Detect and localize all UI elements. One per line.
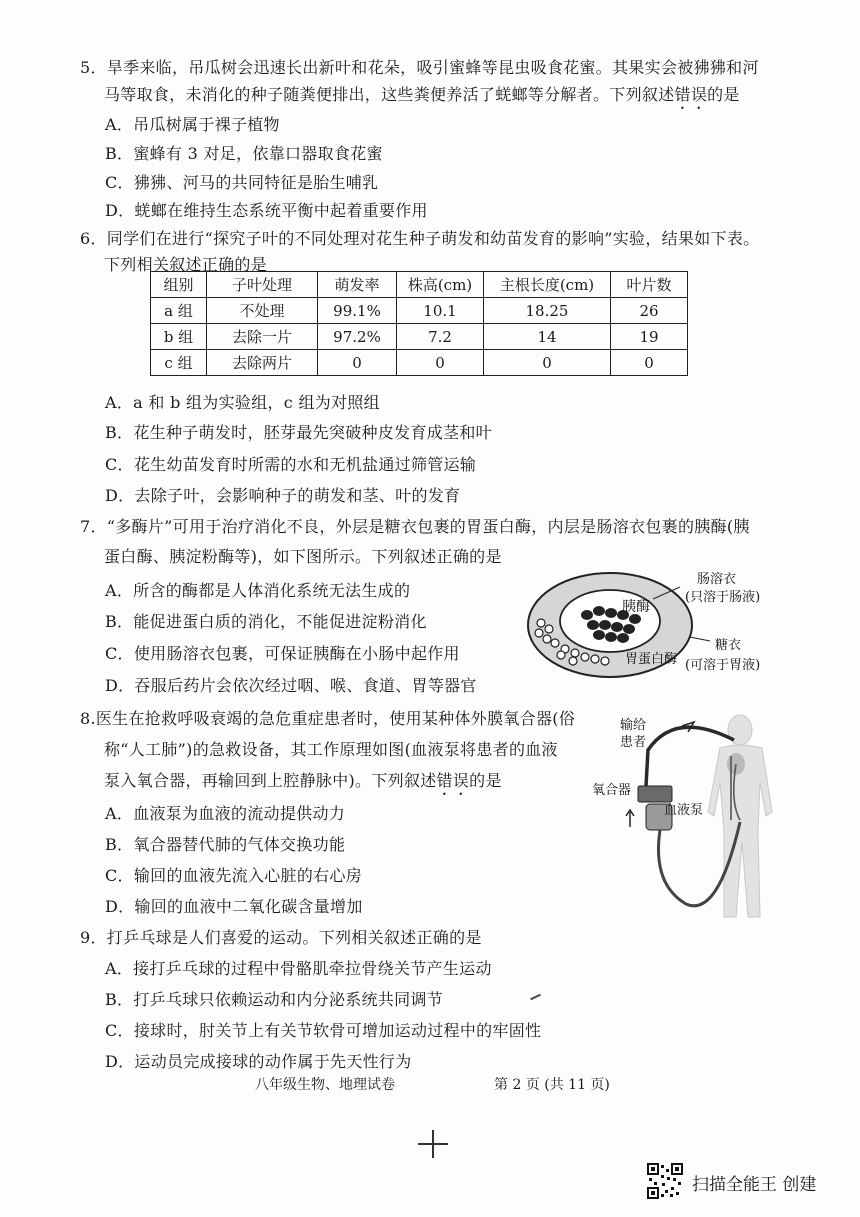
table-cell: 0	[318, 350, 397, 376]
emphasis-mark: 错误	[674, 85, 708, 104]
sugar-coating-note: (可溶于胃液)	[685, 658, 761, 673]
table-row	[151, 298, 688, 324]
table-cell: 去除两片	[207, 350, 318, 376]
table-cell: 18.25	[484, 298, 611, 324]
q6-stem-line1: 6．同学们在进行“探究子叶的不同处理对花生种子萌发和幼苗发育的影响”实验，结果如下表。	[80, 229, 760, 248]
q6-stem-line2: 下列相关叙述正确的是	[104, 255, 268, 274]
table-cell: 14	[484, 324, 611, 350]
q5-stem-line1: 5．旱季来临，吊瓜树会迅速长出新叶和花朵，吸引蜜蜂等昆虫吸食花蜜。其果实会被狒狒和河	[80, 58, 759, 77]
q8-stem-line3: 泵入氧合器，再输回到上腔静脉中)。下列叙述错误的是	[104, 771, 502, 790]
q5-option-b: B．蜜蜂有 3 对足，依靠口器取食花蜜	[105, 144, 383, 163]
q9-option-a: A．接打乒乓球的过程中骨骼肌牵拉骨绕关节产生运动	[105, 959, 492, 978]
registration-mark-v	[432, 1130, 434, 1158]
to-patient-label-1: 输给	[620, 718, 647, 733]
oxygenator-device	[638, 786, 672, 802]
q8-option-a: A．血液泵为血液的流动提供动力	[105, 804, 346, 823]
q9-option-c: C．接球时，肘关节上有关节软骨可增加运动过程中的牢固性	[105, 1021, 542, 1040]
q9-option-d: D．运动员完成接球的动作属于先天性行为	[105, 1052, 412, 1071]
q7-option-d: D．吞服后药片会依次经过咽、喉、食道、胃等器官	[105, 676, 477, 695]
q7-stem-line2: 蛋白酶、胰淀粉酶等)，如下图所示。下列叙述正确的是	[104, 547, 502, 566]
table-cell: a 组	[151, 298, 207, 324]
pancreatin-label: 胰酶	[622, 599, 650, 615]
table-row	[151, 324, 688, 350]
pepsin-label: 胃蛋白酶	[625, 652, 678, 667]
table-header: 主根长度(cm)	[484, 272, 611, 298]
q5-stem-line2: 马等取食，未消化的种子随粪便排出，这些粪便养活了蜣螂等分解者。下列叙述错误的是	[104, 85, 740, 104]
q5-option-d: D．蜣螂在维持生态系统平衡中起着重要作用	[105, 201, 428, 220]
q8-option-d: D．输回的血液中二氧化碳含量增加	[105, 897, 363, 916]
qr-code-icon	[647, 1163, 683, 1199]
table-cell: b 组	[151, 324, 207, 350]
sugar-callout-line	[690, 637, 710, 641]
q7-option-a: A．所含的酶都是人体消化系统无法生成的	[105, 581, 411, 600]
emphasis-mark: 错误	[436, 771, 470, 790]
table-cell: c 组	[151, 350, 207, 376]
table-cell: 0	[397, 350, 484, 376]
table-cell: 去除一片	[207, 324, 318, 350]
table-header: 株高(cm)	[397, 272, 484, 298]
q5-option-c: C．狒狒、河马的共同特征是胎生哺乳	[105, 173, 379, 192]
tablet-figure	[525, 565, 795, 680]
page-number: 第 2 页 (共 11 页)	[494, 1077, 610, 1093]
q7-option-c: C．使用肠溶衣包裹，可保证胰酶在小肠中起作用	[105, 644, 460, 663]
table-cell: 不处理	[207, 298, 318, 324]
table-cell: 10.1	[397, 298, 484, 324]
q7-option-b: B．能促进蛋白质的消化，不能促进淀粉消化	[105, 612, 427, 631]
q9-option-b: B．打乒乓球只依赖运动和内分泌系统共同调节	[105, 990, 444, 1009]
results-table	[150, 271, 688, 376]
oxygenator-label: 氧合器	[592, 783, 632, 798]
table-header: 萌发率	[318, 272, 397, 298]
table-cell: 19	[611, 324, 688, 350]
sugar-coating-label: 糖衣	[715, 638, 742, 653]
enteric-coating-label: 肠溶衣	[697, 572, 737, 587]
q8-option-c: C．输回的血液先流入心脏的右心房	[105, 866, 363, 885]
table-cell: 26	[611, 298, 688, 324]
q8-option-b: B．氧合器替代肺的气体交换功能	[105, 835, 346, 854]
table-header: 组别	[151, 272, 207, 298]
q6-option-a: A．a 和 b 组为实验组，c 组为对照组	[105, 393, 380, 412]
exam-title: 八年级生物、地理试卷	[255, 1077, 395, 1093]
to-patient-label-2: 患者	[620, 735, 647, 750]
blood-pump-label: 血液泵	[664, 803, 704, 818]
q8-stem-line2: 称“人工肺”)的急救设备，其工作原理如图(血液泵将患者的血液	[104, 740, 558, 759]
q6-option-b: B．花生种子萌发时，胚芽最先突破种皮发育成茎和叶	[105, 423, 492, 442]
q8-stem-line1: 8.医生在抢救呼吸衰竭的急危重症患者时，使用某种体外膜氧合器(俗	[80, 709, 576, 728]
q7-stem-line1: 7．“多酶片”可用于治疗消化不良，外层是糖衣包裹的胃蛋白酶，内层是肠溶衣包裹的胰酶(胰	[80, 517, 750, 536]
table-cell: 0	[484, 350, 611, 376]
ecmo-figure	[590, 712, 790, 922]
table-header: 子叶处理	[207, 272, 318, 298]
table-cell: 97.2%	[318, 324, 397, 350]
table-cell: 0	[611, 350, 688, 376]
scanner-watermark: 扫描全能王 创建	[692, 1175, 817, 1195]
q6-option-d: D．去除子叶，会影响种子的萌发和茎、叶的发育	[105, 486, 461, 505]
stray-pen-mark	[530, 994, 541, 1000]
table-cell: 7.2	[397, 324, 484, 350]
q6-option-c: C．花生幼苗发育时所需的水和无机盐通过筛管运输	[105, 455, 477, 474]
table-header-row	[151, 272, 688, 298]
q9-stem-line1: 9．打乒乓球是人们喜爱的运动。下列相关叙述正确的是	[80, 928, 482, 947]
q5-option-a: A．吊瓜树属于裸子植物	[105, 115, 280, 134]
enteric-coating-note: (只溶于肠液)	[685, 590, 761, 605]
table-row	[151, 350, 688, 376]
table-cell: 99.1%	[318, 298, 397, 324]
table-header: 叶片数	[611, 272, 688, 298]
